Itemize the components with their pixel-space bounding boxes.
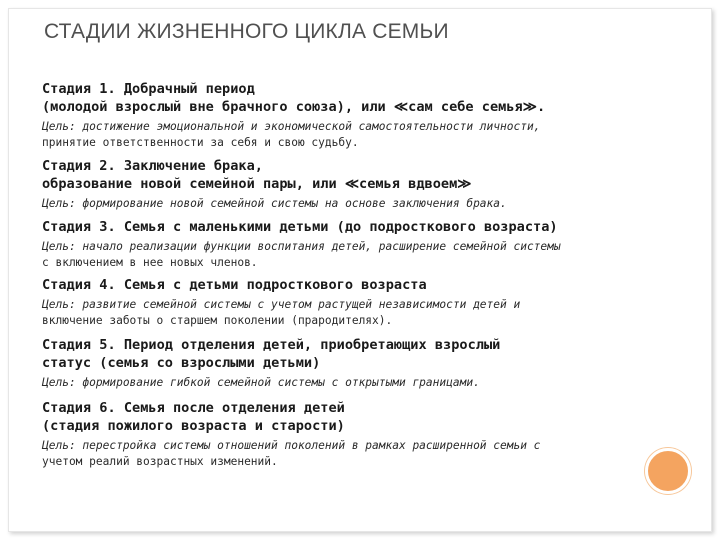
stage-1 xyxy=(42,80,545,151)
stage-6-goal xyxy=(42,438,540,470)
stage-4 xyxy=(42,276,520,329)
stage-5-heading-line-1: Стадия 5. Период отделения детей, приобретающих взрослый xyxy=(42,337,501,353)
stage-2-heading xyxy=(42,157,507,193)
stage-1-heading-line-1: Стадия 1. Добрачный период xyxy=(42,81,255,97)
stage-3-goal-line-2: с включением в нее новых членов. xyxy=(42,256,258,269)
stage-4-goal-line-2: включение заботы о старшем поколении (прародителях). xyxy=(42,314,393,327)
stage-6-goal-line-1: Цель: перестройка системы отношений поколений в рамках расширенной семьи с xyxy=(42,439,541,452)
stage-1-goal xyxy=(42,119,545,151)
stage-2-goal xyxy=(42,196,507,212)
stage-5-goal-line-1: Цель: формирование гибкой семейной системы с открытыми границами. xyxy=(42,376,480,389)
stage-4-goal-line-1: Цель: развитие семейной системы с учетом растущей независимости детей и xyxy=(42,298,521,311)
stage-2-heading-line-2: образование новой семейной пары, или ≪семья вдвоем≫ xyxy=(42,176,472,192)
stage-5-heading-line-2: статус (семья со взрослыми детьми) xyxy=(42,355,321,371)
stage-4-heading-line-1: Стадия 4. Семья с детьми подросткового возраста xyxy=(42,277,427,293)
stage-4-heading xyxy=(42,276,520,294)
stage-6-heading-line-1: Стадия 6. Семья после отделения детей xyxy=(42,400,345,416)
stage-1-goal-line-1: Цель: достижение эмоциональной и экономической самостоятельности личности, xyxy=(42,120,541,133)
stage-3-goal xyxy=(42,239,561,271)
stage-3-heading xyxy=(42,218,561,236)
stage-6-goal-line-2: учетом реалий возрастных изменений. xyxy=(42,455,278,468)
stage-1-heading xyxy=(42,80,545,116)
stage-5 xyxy=(42,336,500,391)
stage-5-heading xyxy=(42,336,500,372)
stage-2 xyxy=(42,157,507,212)
stage-4-goal xyxy=(42,297,520,329)
stage-6-heading xyxy=(42,399,540,435)
stage-2-heading-line-1: Стадия 2. Заключение брака, xyxy=(42,158,263,174)
stage-1-heading-line-2: (молодой взрослый вне брачного союза), или ≪сам себе семья≫. xyxy=(42,99,546,115)
stage-6-heading-line-2: (стадия пожилого возраста и старости) xyxy=(42,418,345,434)
stage-3 xyxy=(42,218,561,271)
decorative-circle-icon xyxy=(645,448,691,494)
stage-3-heading-line-1: Стадия 3. Семья с маленькими детьми (до подросткового возраста) xyxy=(42,219,558,235)
stage-6 xyxy=(42,399,540,470)
stage-5-goal xyxy=(42,375,500,391)
slide-title: СТАДИИ ЖИЗНЕННОГО ЦИКЛА СЕМЬИ xyxy=(44,20,449,43)
stage-1-goal-line-2: принятие ответственности за себя и свою судьбу. xyxy=(42,136,359,149)
stage-3-goal-line-1: Цель: начало реализации функции воспитания детей, расширение семейной системы xyxy=(42,240,561,253)
stage-2-goal-line-1: Цель: формирование новой семейной системы на основе заключения брака. xyxy=(42,197,507,210)
